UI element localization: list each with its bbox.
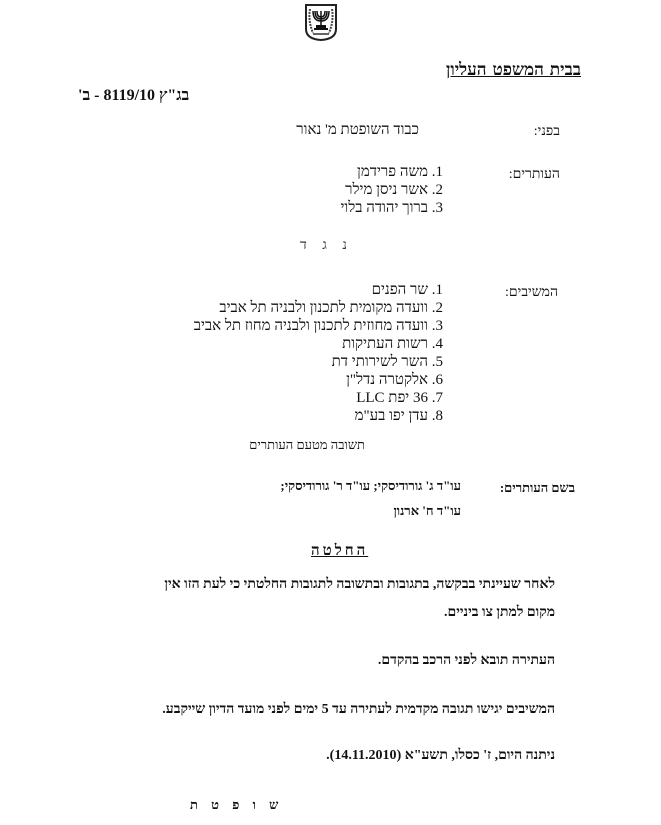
- decision-paragraph-1: לאחר שעיינתי בבקשה, בתגובות ובתשובה לתגובות החלטתי כי לעת הזו אין: [164, 577, 555, 592]
- judge-name: כבוד השופטת מ' נאור: [296, 122, 419, 138]
- respondent-item: 8. עדן יפו בע"מ: [354, 408, 443, 424]
- respondent-item: 5. השר לשירותי דת: [331, 354, 443, 370]
- respondent-item: 6. אלקטרה נדל"ן: [346, 372, 443, 388]
- decision-paragraph-3: המשיבים יגישו תגובה מקדמית לעתירה עד 5 ימים לפני מועד הדיון שייקבע.: [162, 702, 555, 717]
- decision-paragraph-1-cont: מקום למתן צו ביניים.: [443, 605, 555, 620]
- versus-separator: נ ג ד: [300, 238, 353, 253]
- decision-title: החלטה: [311, 541, 369, 559]
- respondent-item: 1. שר הפנים: [371, 282, 443, 298]
- petitioner-item: 3. ברוך יהודה בלוי: [340, 200, 443, 216]
- court-name: בבית המשפט העליון: [446, 60, 581, 80]
- state-emblem-icon: [304, 3, 338, 41]
- petitioners-label: העותרים:: [508, 167, 560, 182]
- case-number: בג"ץ 8119/10 - ב': [78, 87, 190, 104]
- counsel-label: בשם העותרים:: [499, 480, 575, 495]
- petitioners-list: [340, 163, 443, 217]
- counsel-line-2: עו"ד ח' ארנון: [393, 503, 461, 518]
- counsel-line-1: עו"ד ג' גורודיסקי; עו"ד ר' גורודיסקי;: [280, 478, 461, 493]
- respondents-list: [194, 281, 443, 425]
- petitioner-item: 2. אשר ניסן מילר: [345, 182, 443, 198]
- signature-judge: ש ו פ ט ת: [190, 797, 284, 812]
- respondent-item: 4. רשות העתיקות: [342, 336, 443, 352]
- response-line: תשובה מטעם העותרים: [249, 437, 365, 452]
- decision-date: ניתנה היום, ז' כסלו, תשע"א (14.11.2010).: [326, 748, 555, 763]
- before-label: בפני:: [533, 124, 560, 139]
- respondents-label: המשיבים:: [505, 285, 558, 300]
- petitioner-item: 1. משה פרידמן: [357, 164, 443, 180]
- respondent-item: 2. וועדה מקומית לתכנון ולבניה תל אביב: [219, 300, 443, 316]
- decision-paragraph-2: העתירה תובא לפני הרכב בהקדם.: [377, 653, 555, 668]
- respondent-item: 7. 36 יפת LLC: [356, 390, 443, 406]
- respondent-item: 3. וועדה מחוזית לתכנון ולבניה מחוז תל אביב: [193, 318, 443, 334]
